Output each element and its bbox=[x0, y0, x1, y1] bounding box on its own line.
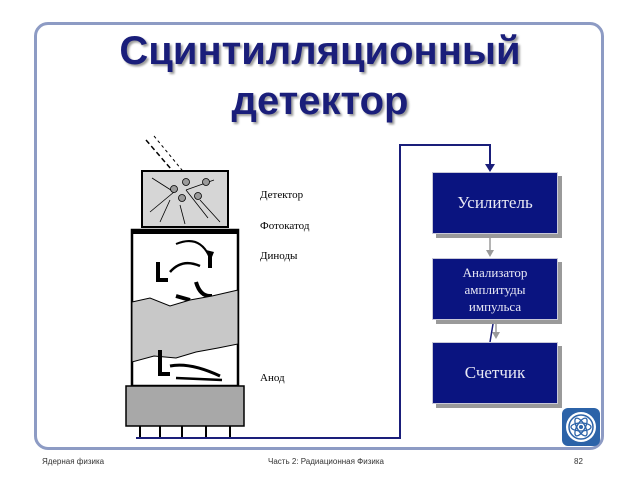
amplifier-block bbox=[432, 172, 558, 234]
counter-block bbox=[432, 342, 558, 404]
title-line-2: детектор bbox=[231, 79, 409, 123]
tube-base bbox=[126, 386, 244, 438]
amplifier-label: Усилитель bbox=[457, 193, 533, 212]
label-anode: Анод bbox=[260, 372, 285, 384]
label-detector: Детектор bbox=[260, 189, 304, 201]
atom-emblem-icon bbox=[562, 408, 600, 446]
footer-course: Ядерная физика bbox=[42, 457, 105, 466]
label-dynodes: Диноды bbox=[260, 250, 298, 262]
photomultiplier-tube bbox=[132, 230, 238, 386]
pulse-height-analyzer-block bbox=[432, 258, 558, 320]
analyzer-label: Анализатор амплитуды импульса bbox=[462, 264, 528, 314]
label-photocathode: Фотокатод bbox=[260, 220, 310, 232]
title-line-1: Сцинтилляционный bbox=[119, 29, 521, 73]
footer-section: Часть 2: Радиационная Физика bbox=[268, 457, 384, 466]
counter-label: Счетчик bbox=[464, 363, 526, 382]
footer-page-number: 82 bbox=[574, 457, 583, 466]
scintillator-crystal bbox=[142, 171, 228, 227]
